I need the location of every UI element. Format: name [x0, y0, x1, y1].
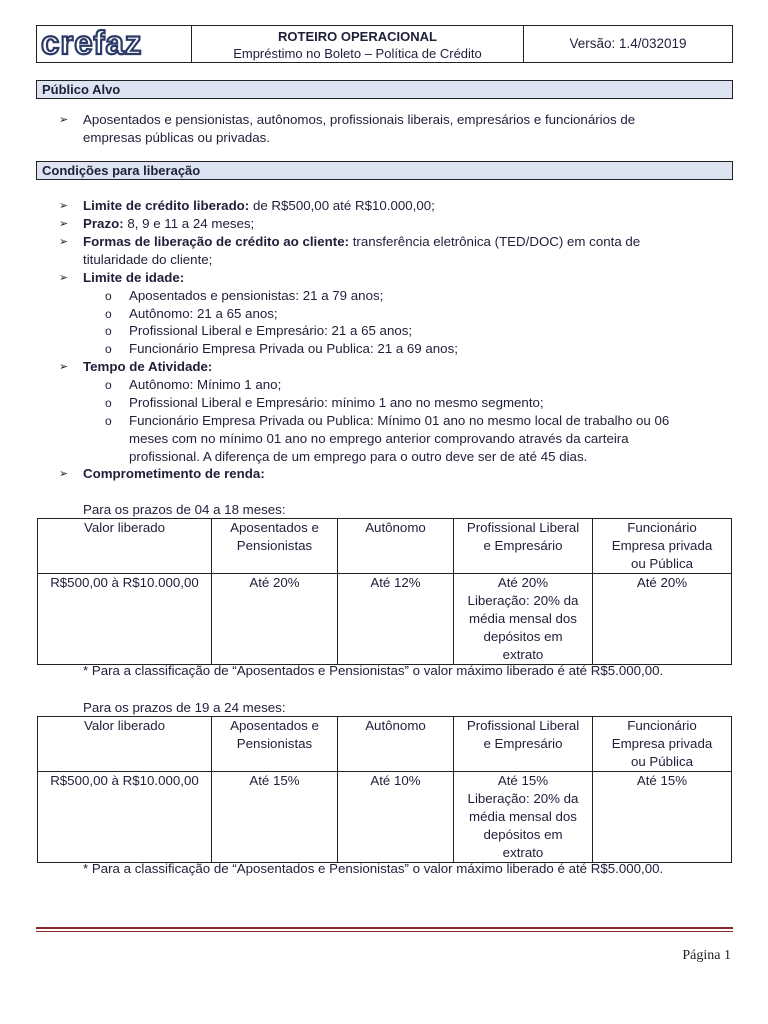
list-item [59, 215, 712, 233]
header-title-block [192, 26, 524, 62]
arrow-bullet-icon: ➢ [59, 218, 69, 230]
list-item [59, 197, 712, 215]
circle-bullet-icon: o [105, 324, 112, 338]
th-profissional: Profissional Liberal e Empresário [454, 519, 593, 574]
cell-autonomo: Até 10% [338, 772, 454, 863]
formas-value-2: titularidade do cliente; [83, 252, 213, 267]
th-aposentados: Aposentados e Pensionistas [212, 519, 338, 574]
circle-bullet-icon: o [105, 414, 112, 428]
formas-value: transferência eletrônica (TED/DOC) em conta de [349, 234, 641, 249]
cell-funcionario: Até 20% [593, 574, 732, 665]
prazo-label: Prazo: [83, 216, 124, 231]
list-item: o Aposentados e pensionistas: 21 a 79 anos; [105, 288, 384, 303]
arrow-bullet-icon: ➢ [59, 236, 69, 248]
list-item: o Profissional Liberal e Empresário: 21 a 65 anos; [105, 323, 413, 338]
document-header [36, 25, 733, 63]
table-prazos-19-24 [37, 716, 732, 863]
crefaz-logo [37, 26, 192, 62]
footer-divider-thin [36, 931, 733, 932]
table-header-row [38, 519, 732, 574]
doc-version: Versão: 1.4/032019 [569, 36, 687, 51]
circle-bullet-icon: o [105, 289, 112, 303]
doc-subtitle: Empréstimo no Boleto – Política de Crédito [233, 46, 482, 61]
doc-title: ROTEIRO OPERACIONAL [278, 29, 437, 44]
list-item: o Funcionário Empresa Privada ou Publica: 21 a 69 anos; [105, 341, 458, 356]
table-prazos-04-18 [37, 518, 732, 665]
cell-aposentados: Até 15% [212, 772, 338, 863]
limite-credito-label: Limite de crédito liberado: [83, 198, 250, 213]
table-row [38, 772, 732, 863]
cell-profissional: Até 20% Liberação: 20% da média mensal dos depósitos em extrato [454, 574, 593, 665]
th-valor: Valor liberado [38, 717, 212, 772]
th-valor: Valor liberado [38, 519, 212, 574]
th-funcionario: Funcionário Empresa privada ou Pública [593, 519, 732, 574]
circle-bullet-icon: o [105, 307, 112, 321]
th-aposentados: Aposentados e Pensionistas [212, 717, 338, 772]
table2-note: * Para a classificação de “Aposentados e Pensionistas” o valor máximo liberado é até R$5.000,00. [83, 861, 664, 876]
table-header-row [38, 717, 732, 772]
arrow-bullet-icon: ➢ [59, 272, 69, 284]
circle-bullet-icon: o [105, 342, 112, 356]
th-autonomo: Autônomo [338, 717, 454, 772]
list-item: o Autônomo: 21 a 65 anos; [105, 306, 278, 321]
publico-line-2: empresas públicas ou privadas. [83, 130, 270, 145]
arrow-bullet-icon: ➢ [59, 361, 69, 373]
limite-idade-label: Limite de idade: [83, 270, 185, 285]
limite-credito-value: de R$500,00 até R$10.000,00; [249, 198, 435, 213]
section-publico-alvo: Público Alvo [36, 80, 733, 99]
list-item: o Funcionário Empresa Privada ou Publica: Mínimo 01 ano no mesmo local de trabalho ou 06 meses com no mínimo 01 ano no emprego anterior comprovando através da carteira profissional. A diferença de um emprego para o outro deve ser de até 45 dias. [105, 413, 670, 464]
arrow-bullet-icon: ➢ [59, 114, 69, 126]
svg-text:crefaz: crefaz [41, 29, 143, 59]
section-condicoes: Condições para liberação [36, 161, 733, 180]
list-item [59, 465, 712, 483]
arrow-bullet-icon: ➢ [59, 468, 69, 480]
th-autonomo: Autônomo [338, 519, 454, 574]
circle-bullet-icon: o [105, 396, 112, 410]
comprometimento-label: Comprometimento de renda: [83, 466, 265, 481]
arrow-bullet-icon: ➢ [59, 200, 69, 212]
cell-autonomo: Até 12% [338, 574, 454, 665]
tempo-atividade-label: Tempo de Atividade: [83, 359, 213, 374]
list-item [59, 111, 712, 147]
list-item [59, 269, 712, 287]
list-item [59, 233, 712, 269]
cell-funcionario: Até 15% [593, 772, 732, 863]
cell-aposentados: Até 20% [212, 574, 338, 665]
prazo-value: 8, 9 e 11 a 24 meses; [123, 216, 255, 231]
formas-label: Formas de liberação de crédito ao cliente: [83, 234, 350, 249]
footer-divider [36, 927, 733, 929]
table-row [38, 574, 732, 665]
cell-valor: R$500,00 à R$10.000,00 [38, 772, 212, 863]
table2-caption: Para os prazos de 19 a 24 meses: [83, 700, 286, 715]
list-item: o Autônomo: Mínimo 1 ano; [105, 377, 282, 392]
cell-profissional: Até 15% Liberação: 20% da média mensal dos depósitos em extrato [454, 772, 593, 863]
cell-valor: R$500,00 à R$10.000,00 [38, 574, 212, 665]
publico-line-1: Aposentados e pensionistas, autônomos, profissionais liberais, empresários e funcionários de [83, 112, 636, 127]
th-funcionario: Funcionário Empresa privada ou Pública [593, 717, 732, 772]
page-number: Página 1 [682, 948, 731, 963]
list-item [59, 358, 712, 376]
crefaz-logo-mark [41, 29, 187, 59]
circle-bullet-icon: o [105, 378, 112, 392]
table1-note: * Para a classificação de “Aposentados e Pensionistas” o valor máximo liberado é até R$5.000,00. [83, 663, 664, 678]
list-item: o Profissional Liberal e Empresário: mínimo 1 ano no mesmo segmento; [105, 395, 544, 410]
table1-caption: Para os prazos de 04 a 18 meses: [83, 502, 286, 517]
th-profissional: Profissional Liberal e Empresário [454, 717, 593, 772]
